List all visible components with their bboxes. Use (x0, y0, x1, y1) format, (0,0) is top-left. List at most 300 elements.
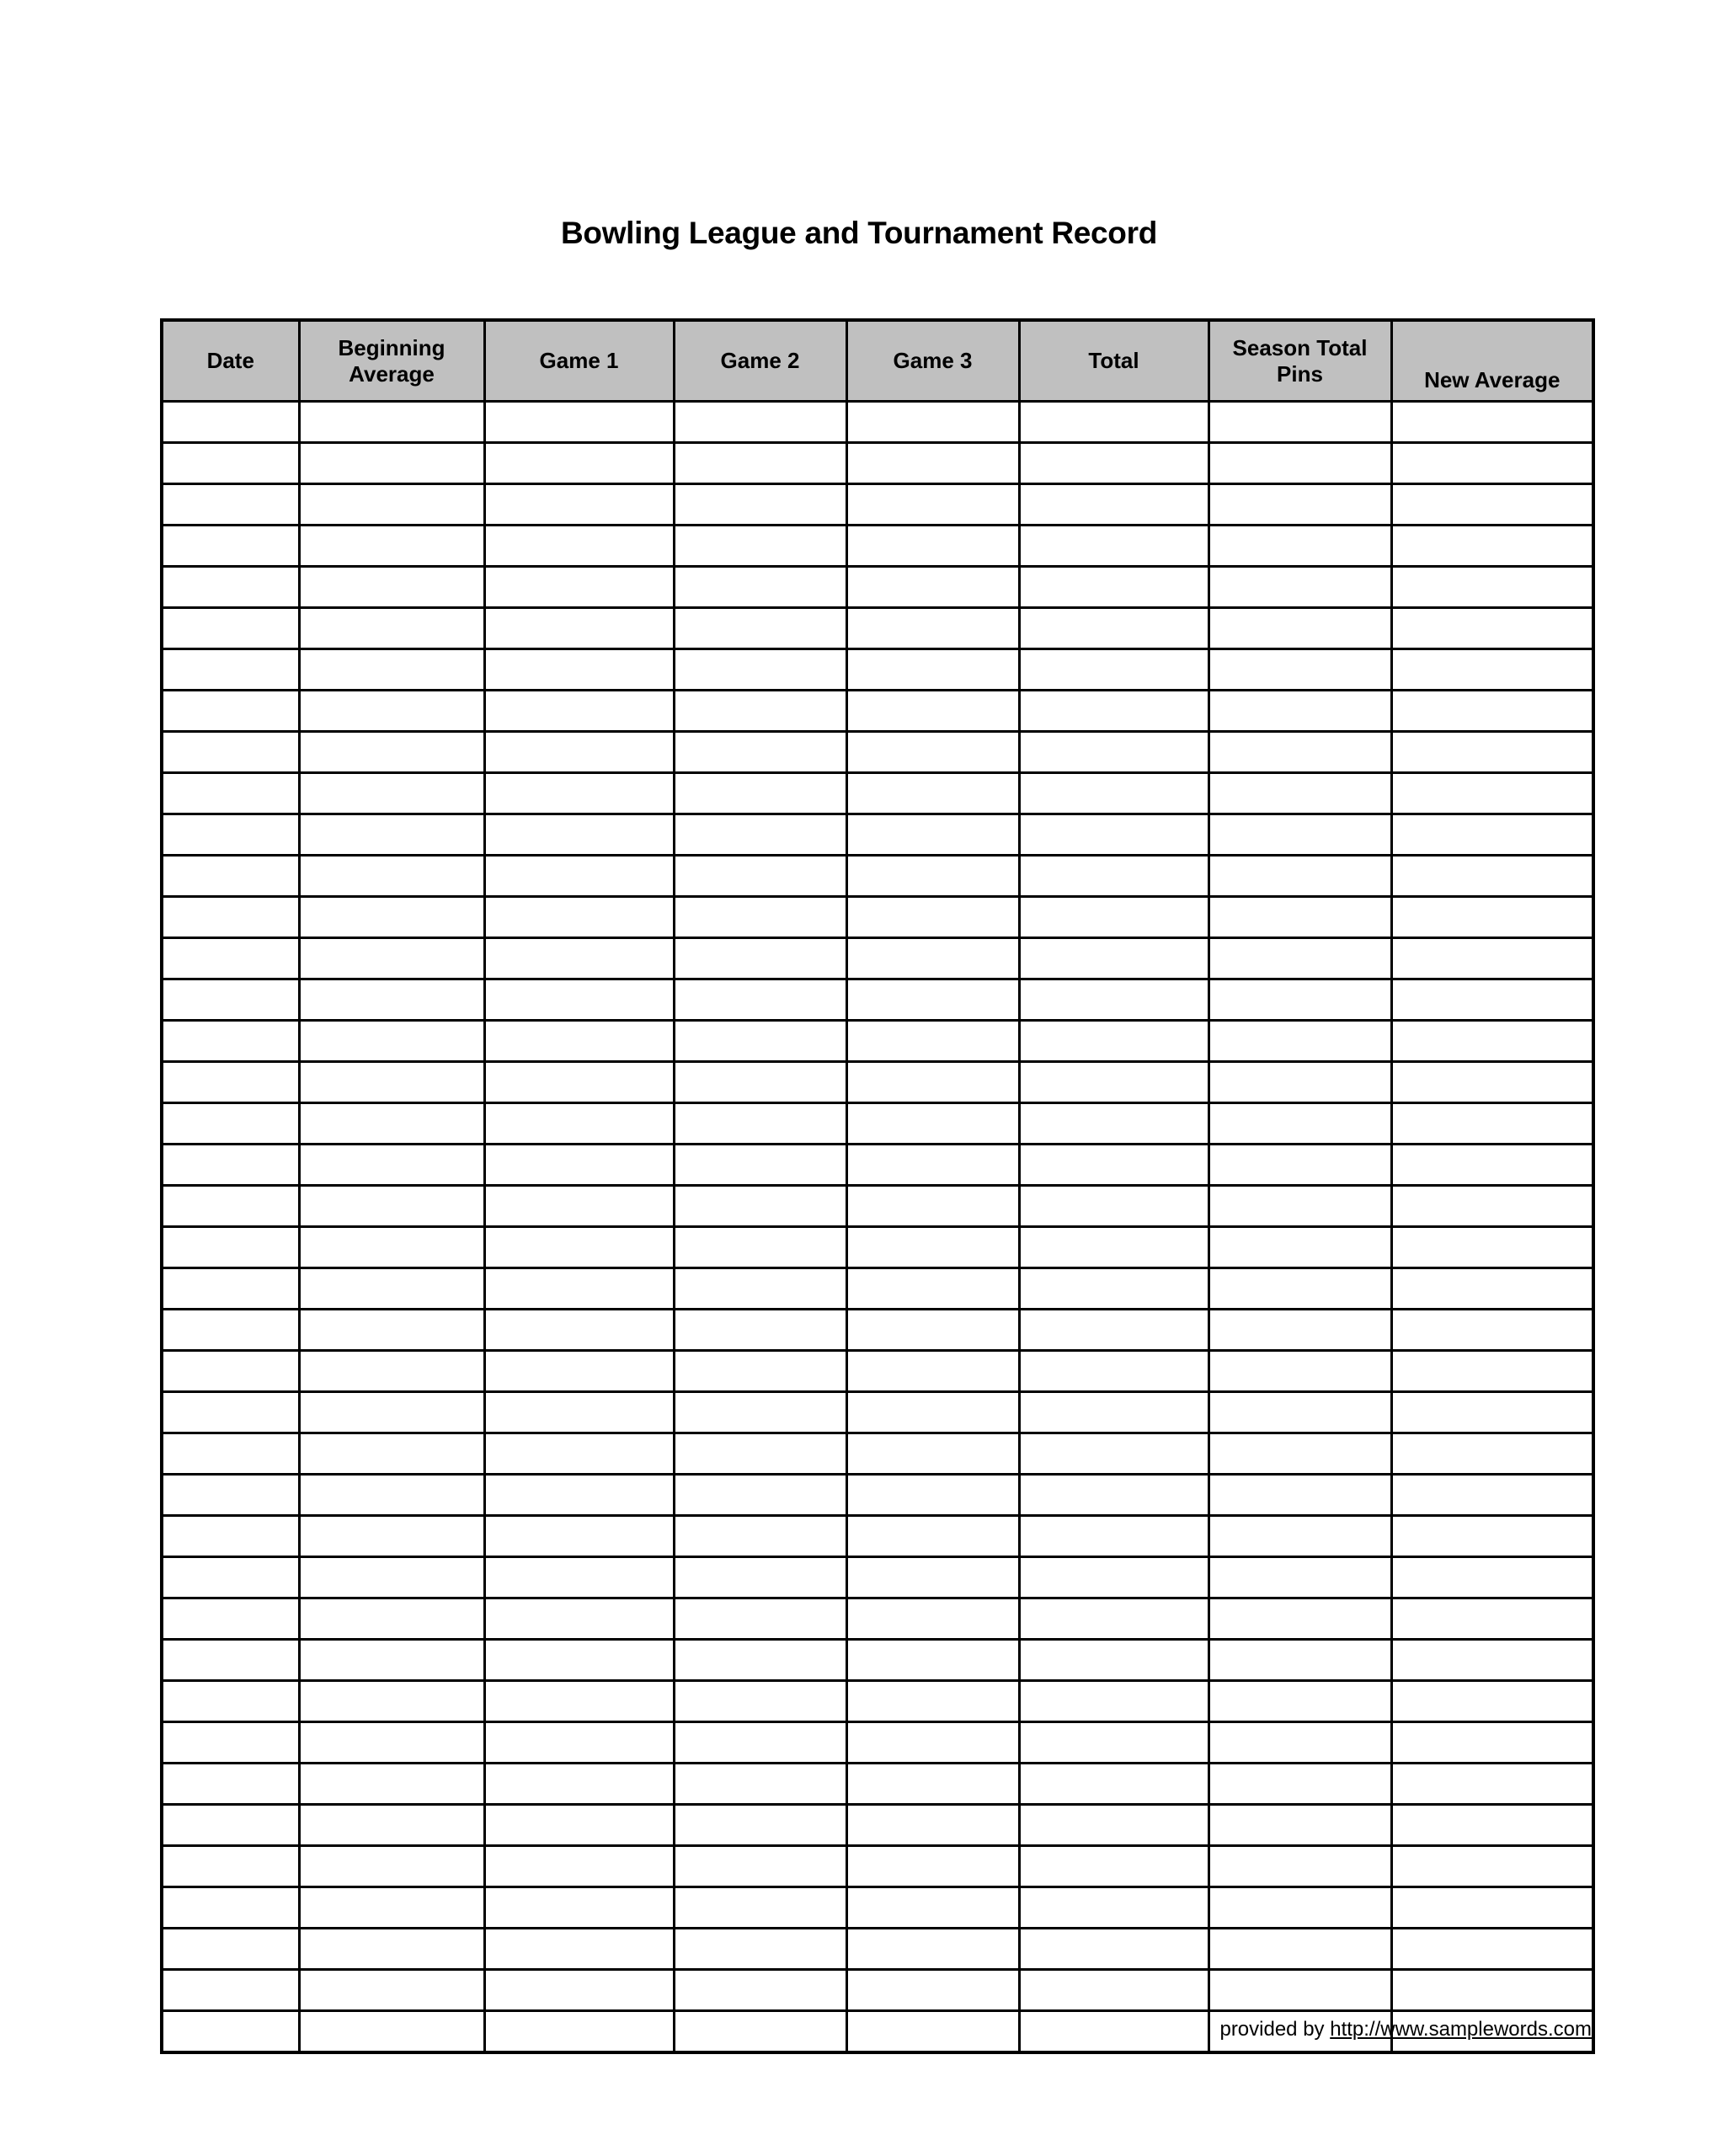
cell-date[interactable] (162, 773, 299, 814)
cell-new_avg[interactable] (1391, 1268, 1593, 1310)
cell-new_avg[interactable] (1391, 649, 1593, 691)
cell-game3[interactable] (846, 773, 1019, 814)
cell-season_pins[interactable] (1208, 1392, 1391, 1433)
cell-beg_avg[interactable] (299, 938, 484, 979)
cell-game1[interactable] (484, 1929, 674, 1970)
cell-game3[interactable] (846, 1681, 1019, 1722)
cell-game1[interactable] (484, 526, 674, 567)
cell-total[interactable] (1019, 1021, 1208, 1062)
cell-new_avg[interactable] (1391, 1516, 1593, 1557)
cell-beg_avg[interactable] (299, 2011, 484, 2053)
cell-season_pins[interactable] (1208, 1186, 1391, 1227)
cell-game3[interactable] (846, 856, 1019, 897)
cell-new_avg[interactable] (1391, 1227, 1593, 1268)
cell-beg_avg[interactable] (299, 526, 484, 567)
cell-game1[interactable] (484, 691, 674, 732)
cell-new_avg[interactable] (1391, 897, 1593, 938)
cell-game3[interactable] (846, 567, 1019, 608)
cell-total[interactable] (1019, 1103, 1208, 1145)
cell-date[interactable] (162, 649, 299, 691)
cell-season_pins[interactable] (1208, 1433, 1391, 1475)
cell-game2[interactable] (674, 1887, 846, 1929)
cell-date[interactable] (162, 691, 299, 732)
cell-beg_avg[interactable] (299, 1186, 484, 1227)
cell-beg_avg[interactable] (299, 1475, 484, 1516)
cell-total[interactable] (1019, 1681, 1208, 1722)
cell-total[interactable] (1019, 1598, 1208, 1640)
cell-new_avg[interactable] (1391, 1887, 1593, 1929)
cell-date[interactable] (162, 402, 299, 443)
cell-season_pins[interactable] (1208, 814, 1391, 856)
cell-date[interactable] (162, 608, 299, 649)
cell-beg_avg[interactable] (299, 1805, 484, 1846)
cell-new_avg[interactable] (1391, 1970, 1593, 2011)
cell-date[interactable] (162, 1970, 299, 2011)
cell-game1[interactable] (484, 1062, 674, 1103)
cell-date[interactable] (162, 1846, 299, 1887)
cell-season_pins[interactable] (1208, 897, 1391, 938)
cell-game3[interactable] (846, 814, 1019, 856)
cell-total[interactable] (1019, 1475, 1208, 1516)
cell-beg_avg[interactable] (299, 1929, 484, 1970)
cell-new_avg[interactable] (1391, 1433, 1593, 1475)
cell-total[interactable] (1019, 979, 1208, 1021)
cell-new_avg[interactable] (1391, 814, 1593, 856)
cell-game1[interactable] (484, 1516, 674, 1557)
cell-game3[interactable] (846, 1351, 1019, 1392)
cell-beg_avg[interactable] (299, 1722, 484, 1764)
cell-game1[interactable] (484, 1640, 674, 1681)
cell-game1[interactable] (484, 1268, 674, 1310)
cell-game3[interactable] (846, 1722, 1019, 1764)
cell-game3[interactable] (846, 1970, 1019, 2011)
cell-game2[interactable] (674, 1351, 846, 1392)
cell-new_avg[interactable] (1391, 691, 1593, 732)
cell-game1[interactable] (484, 1227, 674, 1268)
cell-game2[interactable] (674, 1681, 846, 1722)
cell-date[interactable] (162, 484, 299, 526)
cell-total[interactable] (1019, 1929, 1208, 1970)
cell-game1[interactable] (484, 814, 674, 856)
cell-game2[interactable] (674, 1516, 846, 1557)
cell-date[interactable] (162, 897, 299, 938)
cell-game3[interactable] (846, 1640, 1019, 1681)
cell-new_avg[interactable] (1391, 1846, 1593, 1887)
cell-game3[interactable] (846, 979, 1019, 1021)
cell-game2[interactable] (674, 1310, 846, 1351)
cell-date[interactable] (162, 1887, 299, 1929)
cell-game2[interactable] (674, 773, 846, 814)
cell-total[interactable] (1019, 1805, 1208, 1846)
cell-game3[interactable] (846, 1103, 1019, 1145)
cell-season_pins[interactable] (1208, 938, 1391, 979)
cell-beg_avg[interactable] (299, 856, 484, 897)
cell-new_avg[interactable] (1391, 938, 1593, 979)
cell-beg_avg[interactable] (299, 1392, 484, 1433)
cell-game3[interactable] (846, 1227, 1019, 1268)
cell-total[interactable] (1019, 1846, 1208, 1887)
cell-new_avg[interactable] (1391, 1640, 1593, 1681)
cell-date[interactable] (162, 1145, 299, 1186)
cell-season_pins[interactable] (1208, 773, 1391, 814)
cell-season_pins[interactable] (1208, 1516, 1391, 1557)
cell-beg_avg[interactable] (299, 1887, 484, 1929)
cell-game3[interactable] (846, 897, 1019, 938)
cell-game3[interactable] (846, 1021, 1019, 1062)
cell-total[interactable] (1019, 1268, 1208, 1310)
cell-date[interactable] (162, 1392, 299, 1433)
cell-game1[interactable] (484, 732, 674, 773)
cell-beg_avg[interactable] (299, 1062, 484, 1103)
cell-new_avg[interactable] (1391, 1186, 1593, 1227)
cell-beg_avg[interactable] (299, 1227, 484, 1268)
cell-date[interactable] (162, 1351, 299, 1392)
cell-game1[interactable] (484, 1351, 674, 1392)
cell-total[interactable] (1019, 1062, 1208, 1103)
cell-game3[interactable] (846, 1062, 1019, 1103)
cell-game1[interactable] (484, 1805, 674, 1846)
cell-new_avg[interactable] (1391, 402, 1593, 443)
cell-season_pins[interactable] (1208, 1929, 1391, 1970)
cell-game1[interactable] (484, 1764, 674, 1805)
cell-new_avg[interactable] (1391, 1310, 1593, 1351)
cell-game1[interactable] (484, 1103, 674, 1145)
cell-beg_avg[interactable] (299, 649, 484, 691)
cell-game2[interactable] (674, 1227, 846, 1268)
cell-game2[interactable] (674, 1021, 846, 1062)
cell-date[interactable] (162, 1805, 299, 1846)
cell-game3[interactable] (846, 1764, 1019, 1805)
cell-beg_avg[interactable] (299, 484, 484, 526)
cell-beg_avg[interactable] (299, 1103, 484, 1145)
cell-game1[interactable] (484, 1310, 674, 1351)
cell-total[interactable] (1019, 402, 1208, 443)
cell-date[interactable] (162, 1227, 299, 1268)
cell-game3[interactable] (846, 1887, 1019, 1929)
cell-beg_avg[interactable] (299, 1970, 484, 2011)
cell-beg_avg[interactable] (299, 1557, 484, 1598)
cell-game1[interactable] (484, 2011, 674, 2053)
cell-total[interactable] (1019, 814, 1208, 856)
cell-beg_avg[interactable] (299, 1516, 484, 1557)
cell-new_avg[interactable] (1391, 1145, 1593, 1186)
cell-game3[interactable] (846, 1846, 1019, 1887)
cell-game2[interactable] (674, 1103, 846, 1145)
cell-date[interactable] (162, 1640, 299, 1681)
cell-game3[interactable] (846, 1929, 1019, 1970)
cell-game2[interactable] (674, 608, 846, 649)
cell-season_pins[interactable] (1208, 1103, 1391, 1145)
cell-beg_avg[interactable] (299, 567, 484, 608)
cell-total[interactable] (1019, 732, 1208, 773)
cell-date[interactable] (162, 1598, 299, 1640)
cell-game1[interactable] (484, 1598, 674, 1640)
cell-game2[interactable] (674, 1433, 846, 1475)
cell-season_pins[interactable] (1208, 1062, 1391, 1103)
cell-game3[interactable] (846, 1557, 1019, 1598)
cell-beg_avg[interactable] (299, 1310, 484, 1351)
cell-total[interactable] (1019, 1186, 1208, 1227)
cell-game1[interactable] (484, 1021, 674, 1062)
cell-game3[interactable] (846, 1186, 1019, 1227)
cell-date[interactable] (162, 1021, 299, 1062)
cell-game3[interactable] (846, 649, 1019, 691)
cell-game3[interactable] (846, 1805, 1019, 1846)
cell-game1[interactable] (484, 897, 674, 938)
cell-total[interactable] (1019, 567, 1208, 608)
cell-beg_avg[interactable] (299, 1268, 484, 1310)
cell-total[interactable] (1019, 1970, 1208, 2011)
cell-game3[interactable] (846, 1392, 1019, 1433)
cell-total[interactable] (1019, 1351, 1208, 1392)
cell-total[interactable] (1019, 1392, 1208, 1433)
cell-new_avg[interactable] (1391, 1351, 1593, 1392)
cell-beg_avg[interactable] (299, 1640, 484, 1681)
cell-total[interactable] (1019, 649, 1208, 691)
cell-date[interactable] (162, 814, 299, 856)
cell-season_pins[interactable] (1208, 1764, 1391, 1805)
cell-game2[interactable] (674, 1640, 846, 1681)
cell-game2[interactable] (674, 2011, 846, 2053)
cell-total[interactable] (1019, 1887, 1208, 1929)
cell-game3[interactable] (846, 1516, 1019, 1557)
cell-total[interactable] (1019, 2011, 1208, 2053)
cell-season_pins[interactable] (1208, 1475, 1391, 1516)
cell-season_pins[interactable] (1208, 1887, 1391, 1929)
cell-game1[interactable] (484, 1970, 674, 2011)
cell-beg_avg[interactable] (299, 732, 484, 773)
cell-game2[interactable] (674, 979, 846, 1021)
cell-game2[interactable] (674, 1846, 846, 1887)
cell-beg_avg[interactable] (299, 897, 484, 938)
cell-new_avg[interactable] (1391, 1557, 1593, 1598)
cell-beg_avg[interactable] (299, 1433, 484, 1475)
cell-beg_avg[interactable] (299, 1764, 484, 1805)
cell-season_pins[interactable] (1208, 1310, 1391, 1351)
cell-new_avg[interactable] (1391, 1021, 1593, 1062)
cell-date[interactable] (162, 1764, 299, 1805)
cell-game3[interactable] (846, 1475, 1019, 1516)
cell-game2[interactable] (674, 1145, 846, 1186)
cell-game2[interactable] (674, 484, 846, 526)
cell-game2[interactable] (674, 1598, 846, 1640)
cell-game1[interactable] (484, 1145, 674, 1186)
cell-beg_avg[interactable] (299, 608, 484, 649)
cell-date[interactable] (162, 1062, 299, 1103)
cell-beg_avg[interactable] (299, 1598, 484, 1640)
cell-new_avg[interactable] (1391, 1764, 1593, 1805)
cell-date[interactable] (162, 1722, 299, 1764)
cell-date[interactable] (162, 526, 299, 567)
cell-new_avg[interactable] (1391, 608, 1593, 649)
cell-date[interactable] (162, 1186, 299, 1227)
cell-season_pins[interactable] (1208, 691, 1391, 732)
cell-game3[interactable] (846, 1145, 1019, 1186)
cell-game1[interactable] (484, 608, 674, 649)
footer-credit-url[interactable]: http://www.samplewords.com (1330, 2018, 1592, 2041)
cell-total[interactable] (1019, 1722, 1208, 1764)
cell-game1[interactable] (484, 1681, 674, 1722)
cell-game1[interactable] (484, 1392, 674, 1433)
cell-beg_avg[interactable] (299, 1145, 484, 1186)
cell-season_pins[interactable] (1208, 1681, 1391, 1722)
cell-game2[interactable] (674, 856, 846, 897)
cell-date[interactable] (162, 1475, 299, 1516)
cell-new_avg[interactable] (1391, 979, 1593, 1021)
cell-season_pins[interactable] (1208, 1598, 1391, 1640)
cell-new_avg[interactable] (1391, 443, 1593, 484)
cell-game2[interactable] (674, 649, 846, 691)
cell-game3[interactable] (846, 691, 1019, 732)
cell-game1[interactable] (484, 1846, 674, 1887)
cell-game2[interactable] (674, 1186, 846, 1227)
cell-season_pins[interactable] (1208, 1351, 1391, 1392)
cell-total[interactable] (1019, 1145, 1208, 1186)
cell-total[interactable] (1019, 1227, 1208, 1268)
cell-season_pins[interactable] (1208, 1722, 1391, 1764)
cell-game2[interactable] (674, 1764, 846, 1805)
cell-game1[interactable] (484, 773, 674, 814)
cell-game3[interactable] (846, 732, 1019, 773)
cell-game1[interactable] (484, 1475, 674, 1516)
cell-game1[interactable] (484, 979, 674, 1021)
cell-game2[interactable] (674, 567, 846, 608)
cell-game1[interactable] (484, 649, 674, 691)
cell-date[interactable] (162, 1516, 299, 1557)
cell-new_avg[interactable] (1391, 1681, 1593, 1722)
cell-game1[interactable] (484, 484, 674, 526)
cell-game2[interactable] (674, 1805, 846, 1846)
cell-season_pins[interactable] (1208, 484, 1391, 526)
cell-new_avg[interactable] (1391, 1392, 1593, 1433)
cell-season_pins[interactable] (1208, 1227, 1391, 1268)
cell-total[interactable] (1019, 1557, 1208, 1598)
cell-total[interactable] (1019, 1310, 1208, 1351)
cell-new_avg[interactable] (1391, 567, 1593, 608)
cell-total[interactable] (1019, 484, 1208, 526)
cell-total[interactable] (1019, 897, 1208, 938)
cell-new_avg[interactable] (1391, 856, 1593, 897)
cell-beg_avg[interactable] (299, 1351, 484, 1392)
cell-game1[interactable] (484, 1433, 674, 1475)
cell-new_avg[interactable] (1391, 1805, 1593, 1846)
cell-game3[interactable] (846, 526, 1019, 567)
cell-season_pins[interactable] (1208, 402, 1391, 443)
cell-date[interactable] (162, 2011, 299, 2053)
cell-total[interactable] (1019, 526, 1208, 567)
cell-date[interactable] (162, 1310, 299, 1351)
cell-new_avg[interactable] (1391, 1598, 1593, 1640)
cell-new_avg[interactable] (1391, 1103, 1593, 1145)
cell-season_pins[interactable] (1208, 526, 1391, 567)
cell-season_pins[interactable] (1208, 1846, 1391, 1887)
cell-game2[interactable] (674, 526, 846, 567)
cell-game1[interactable] (484, 1186, 674, 1227)
cell-date[interactable] (162, 979, 299, 1021)
cell-game2[interactable] (674, 732, 846, 773)
cell-game3[interactable] (846, 608, 1019, 649)
cell-date[interactable] (162, 1268, 299, 1310)
cell-date[interactable] (162, 567, 299, 608)
cell-game2[interactable] (674, 443, 846, 484)
cell-beg_avg[interactable] (299, 1681, 484, 1722)
cell-beg_avg[interactable] (299, 1846, 484, 1887)
cell-game2[interactable] (674, 1475, 846, 1516)
cell-total[interactable] (1019, 1764, 1208, 1805)
cell-total[interactable] (1019, 1516, 1208, 1557)
cell-total[interactable] (1019, 856, 1208, 897)
cell-season_pins[interactable] (1208, 443, 1391, 484)
cell-date[interactable] (162, 1433, 299, 1475)
cell-beg_avg[interactable] (299, 979, 484, 1021)
cell-beg_avg[interactable] (299, 773, 484, 814)
cell-game1[interactable] (484, 1887, 674, 1929)
cell-total[interactable] (1019, 773, 1208, 814)
cell-game2[interactable] (674, 1392, 846, 1433)
cell-game2[interactable] (674, 1557, 846, 1598)
cell-total[interactable] (1019, 1640, 1208, 1681)
cell-season_pins[interactable] (1208, 608, 1391, 649)
cell-season_pins[interactable] (1208, 1021, 1391, 1062)
cell-season_pins[interactable] (1208, 1640, 1391, 1681)
cell-game2[interactable] (674, 1268, 846, 1310)
cell-date[interactable] (162, 1681, 299, 1722)
cell-game3[interactable] (846, 1433, 1019, 1475)
cell-game1[interactable] (484, 402, 674, 443)
cell-game2[interactable] (674, 1062, 846, 1103)
cell-new_avg[interactable] (1391, 1475, 1593, 1516)
cell-game1[interactable] (484, 1557, 674, 1598)
cell-game3[interactable] (846, 2011, 1019, 2053)
cell-game2[interactable] (674, 814, 846, 856)
cell-new_avg[interactable] (1391, 1062, 1593, 1103)
cell-game2[interactable] (674, 1722, 846, 1764)
cell-season_pins[interactable] (1208, 1805, 1391, 1846)
cell-season_pins[interactable] (1208, 567, 1391, 608)
cell-game3[interactable] (846, 938, 1019, 979)
cell-game1[interactable] (484, 567, 674, 608)
cell-game2[interactable] (674, 691, 846, 732)
cell-total[interactable] (1019, 443, 1208, 484)
cell-game3[interactable] (846, 1310, 1019, 1351)
cell-game2[interactable] (674, 1929, 846, 1970)
cell-game3[interactable] (846, 1268, 1019, 1310)
cell-game3[interactable] (846, 402, 1019, 443)
cell-total[interactable] (1019, 1433, 1208, 1475)
cell-game1[interactable] (484, 856, 674, 897)
cell-date[interactable] (162, 856, 299, 897)
cell-date[interactable] (162, 938, 299, 979)
cell-game3[interactable] (846, 484, 1019, 526)
cell-game2[interactable] (674, 938, 846, 979)
cell-new_avg[interactable] (1391, 1929, 1593, 1970)
cell-game1[interactable] (484, 938, 674, 979)
cell-season_pins[interactable] (1208, 649, 1391, 691)
cell-season_pins[interactable] (1208, 1970, 1391, 2011)
cell-new_avg[interactable] (1391, 732, 1593, 773)
cell-beg_avg[interactable] (299, 691, 484, 732)
cell-season_pins[interactable] (1208, 1557, 1391, 1598)
cell-beg_avg[interactable] (299, 814, 484, 856)
cell-total[interactable] (1019, 608, 1208, 649)
cell-new_avg[interactable] (1391, 773, 1593, 814)
cell-beg_avg[interactable] (299, 1021, 484, 1062)
cell-beg_avg[interactable] (299, 402, 484, 443)
cell-season_pins[interactable] (1208, 1145, 1391, 1186)
cell-date[interactable] (162, 1929, 299, 1970)
cell-date[interactable] (162, 1557, 299, 1598)
cell-new_avg[interactable] (1391, 1722, 1593, 1764)
